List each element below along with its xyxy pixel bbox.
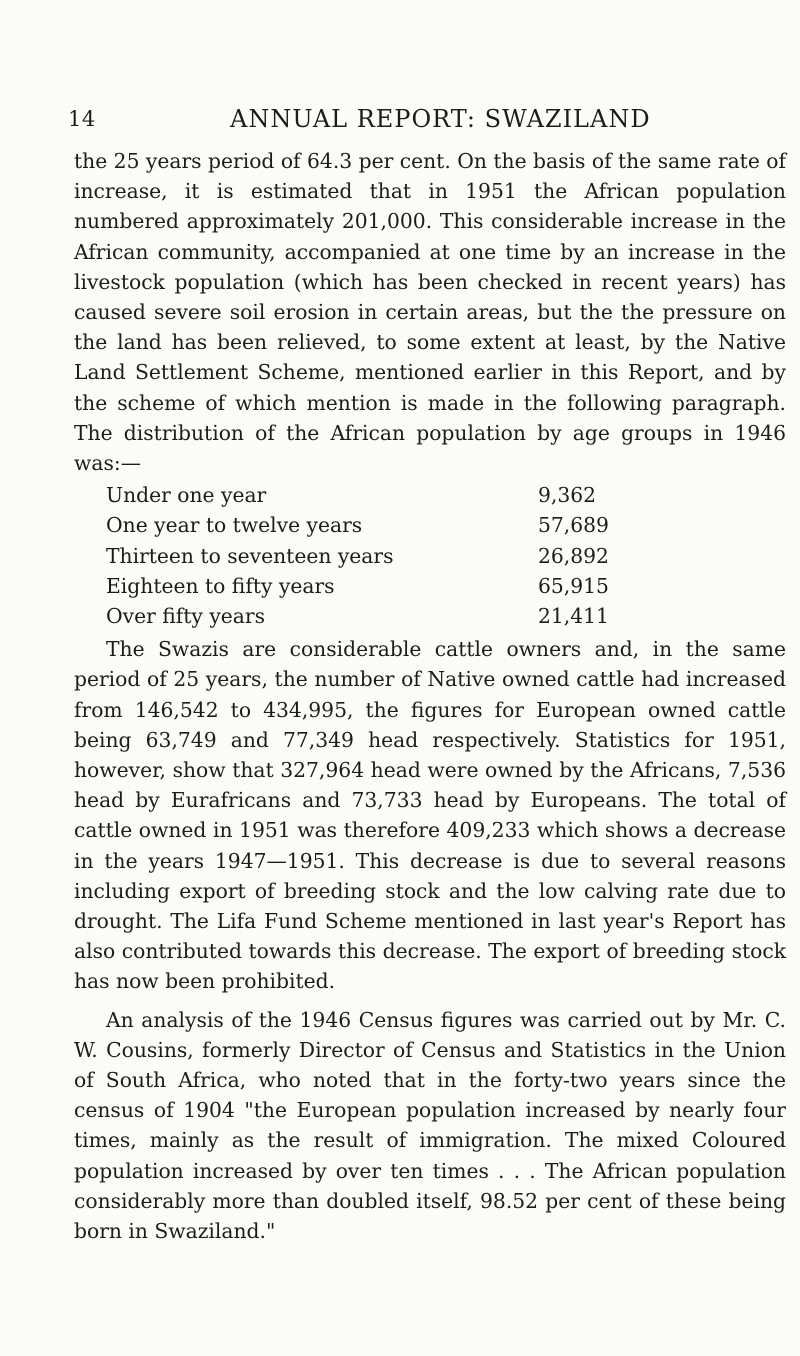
- page-body: [74, 146, 786, 1246]
- age-group-label: Thirteen to seventeen years: [106, 543, 394, 568]
- table-row: [106, 480, 646, 510]
- age-group-table: [106, 480, 646, 631]
- table-row: [106, 541, 646, 571]
- age-group-value: 57,689: [538, 513, 609, 538]
- paragraph-cattle: The Swazis are considerable cattle owners and, in the same period of 25 years, the number of Native owned cattle had increased from 146,542 to 434,995, the figures for European owned cattle being 63,749 and 77,349 head respectively. Statistics for 1951, however, show that 327,964 head were owned by the Africans, 7,536 head by Eurafricans and 73,733 head by Europeans. The total of cattle owned in 1951 was therefore 409,233 which shows a decrease in the years 1947—1951. This decrease is due to several reasons including export of breeding stock and the low calving rate due to drought. The Lifa Fund Scheme mentioned in last year's Report has also contributed towards this decrease. The export of breeding stock has now been prohibited.: [74, 637, 786, 994]
- age-group-label: One year to twelve years: [106, 513, 363, 538]
- paragraph-population: the 25 years period of 64.3 per cent. On the basis of the same rate of increase, it is estimated that in 1951 the African population numbered approximately 201,000. This considerable increase in the African community, accompanied at one time by an increase in the livestock population (which has been checked in recent years) has caused severe soil erosion in certain areas, but the the pressure on the land has been relieved, to some extent at least, by the Native Land Settlement Scheme, mentioned earlier in this Report, and by the scheme of which mention is made in the following paragraph. The distribution of the African population by age groups in 1946 was:—: [74, 149, 786, 476]
- age-group-value: 65,915: [538, 573, 609, 598]
- paragraph-census-analysis: An analysis of the 1946 Census figures was carried out by Mr. C. W. Cousins, formerly Director of Census and Statistics in the Union of South Africa, who noted that in the forty-two years since the census of 1904 "the European population increased by nearly four times, mainly as the result of immigration. The mixed Coloured population increased by over ten times . . . The African population considerably more than doubled itself, 98.52 per cent of these being born in Swaziland.": [74, 1007, 786, 1244]
- table-row: [106, 601, 646, 631]
- age-group-label: Under one year: [106, 483, 267, 508]
- page-header: [0, 105, 800, 141]
- age-group-value: 21,411: [538, 603, 609, 628]
- age-group-value: 9,362: [538, 483, 597, 508]
- age-group-label: Over fifty years: [106, 603, 265, 628]
- table-row: [106, 571, 646, 601]
- table-row: [106, 510, 646, 540]
- page-number: 14: [68, 107, 96, 131]
- age-group-value: 26,892: [538, 543, 609, 568]
- running-title: ANNUAL REPORT: SWAZILAND: [230, 105, 651, 133]
- age-group-label: Eighteen to fifty years: [106, 573, 335, 598]
